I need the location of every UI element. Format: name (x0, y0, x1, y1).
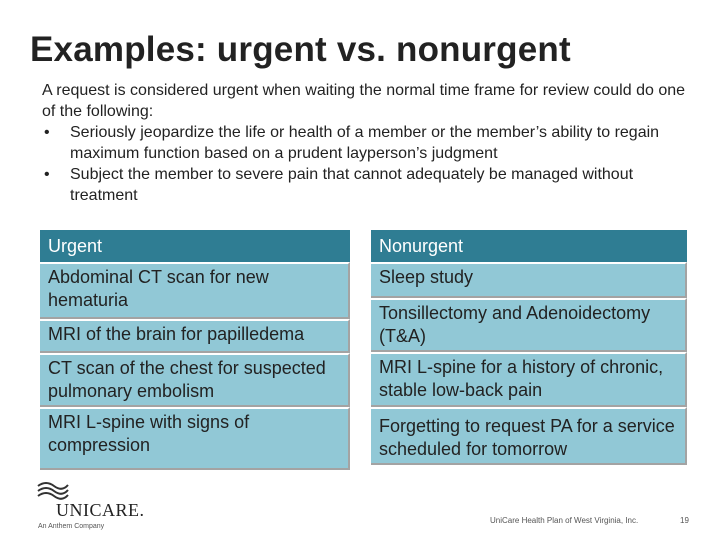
nonurgent-item: Forgetting to request PA for a service scheduled for tomorrow (371, 407, 687, 465)
nonurgent-header: Nonurgent (371, 230, 687, 262)
urgent-item: MRI of the brain for papilledema (40, 319, 350, 353)
bullet-marker: • (44, 166, 50, 183)
urgent-item: MRI L-spine with signs of compression (40, 407, 350, 470)
nonurgent-item: Sleep study (371, 262, 687, 298)
bullet-text: Subject the member to severe pain that cannot adequately be managed without treatment (70, 166, 634, 204)
logo-wordmark: UNICARE. (56, 500, 145, 520)
list-item (42, 164, 692, 206)
intro-text: A request is considered urgent when waiting the normal time frame for review could do one of the following: (42, 82, 686, 120)
criteria-list (42, 122, 692, 206)
nonurgent-item: Tonsillectomy and Adenoidectomy (T&A) (371, 298, 687, 352)
unicare-logo (36, 480, 146, 532)
urgent-item: Abdominal CT scan for new hematuria (40, 262, 350, 319)
slide-title: Examples: urgent vs. nonurgent (30, 30, 571, 69)
page-number: 19 (680, 516, 689, 525)
urgent-item: CT scan of the chest for suspected pulmonary embolism (40, 353, 350, 407)
nonurgent-column (371, 230, 687, 465)
urgent-header: Urgent (40, 230, 350, 262)
urgent-column (40, 230, 350, 470)
bullet-text: Seriously jeopardize the life or health of a member or the member’s ability to regain maximum function based on a prudent layperson’s judgment (70, 124, 660, 162)
logo-subtext: An Anthem Company (38, 523, 105, 530)
list-item (42, 122, 692, 164)
bullet-marker: • (44, 124, 50, 141)
footer-text: UniCare Health Plan of West Virginia, Inc. (490, 516, 639, 525)
nonurgent-item: MRI L-spine for a history of chronic, stable low-back pain (371, 352, 687, 407)
intro-block (42, 80, 692, 206)
